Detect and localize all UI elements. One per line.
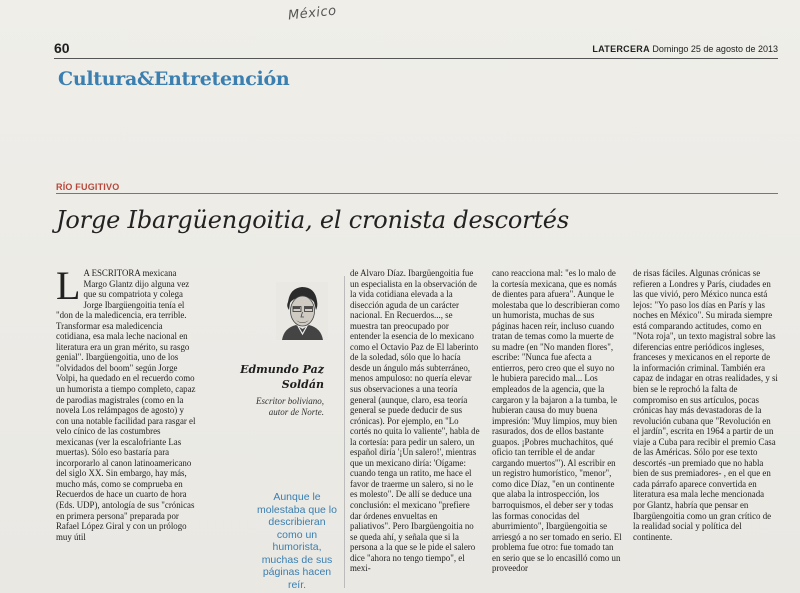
column-3-text: de Alvaro Díaz. Ibargüengoitia fue un especialista en la observación de la vida cotidiana elevada a la disección aguda de un carácter nacional. En Recuerdos..., se muestra tan preocupado por entender la esencia de lo mexicano como el Octavio Paz de El laberinto de la soledad, sólo que lo hacía desde un ángulo más subterráneo, menos ampuloso: no quería elevar sus observaciones a una teoría general (aunque, claro, esa teoría general se puede deducir de sus crónicas). Por ejemplo, en "Lo cortés no quita lo valiente", habla de la cortesía: para pedir un salero, un español diría '¡Un salero!', mientras que un mexicano diría: 'Oígame: cuando tenga un ratito, me hace el favor de traerme un salero, si no le es molesto". De allí se deduce una conclusión: el mexicano "prefiere dar órdenes envueltas en paliativos". Pero Ibargüengoitia no se queda ahí, y señala que si la persona a la que se le pide el salero dice "ahora no tengo tiempo", el mexi- bbox=[350, 268, 480, 574]
column-4-text: cano reacciona mal: "es lo malo de la cortesía mexicana, que es nomás de dientes para afuera". Aunque le molestaba que lo describieran como un humorista, muchas de sus páginas hacen reír, incluso cuando tratan de temas como la muerte de su madre (en "No manden flores", escribe: "Nunca fue afecta a entierros, pero creo que el suyo no le hubiera parecido mal... Los empleados de la agencia, que la cargaron y la bajaron a la tumba, le hubieran causa do muy buena impresión: 'Muy limpios, muy bien rasurados, dos de ellos bastante guapos. ¡Pobres muchachitos, qué oficio tan terrible el de andar cargando muertos'"). Al escribir en un registro humorístico, "menor", como dice Díaz, "en un continente que alaba la introspección, los barroquismos, el deber ser y todas las formas conocidas del aburrimiento", Ibargüengoitia se arriesgó a no ser tomado en serio. El problema fue otro: fue tomado tan en serio que se lo encasilló como un proveedor bbox=[492, 268, 622, 574]
author-desc-line-2: autor de Norte. bbox=[268, 407, 324, 417]
pull-quote: Aunque le molestaba que lo describieran como un humorista, muchas de sus páginas hacen reír. bbox=[257, 491, 337, 591]
headline: Jorge Ibargüengoitia, el cronista descortés bbox=[56, 206, 569, 234]
author-desc-line-1: Escritor boliviano, bbox=[256, 396, 324, 406]
section-title: Cultura&Entretención bbox=[58, 68, 290, 90]
author-description bbox=[216, 396, 324, 418]
article-column-4 bbox=[492, 268, 622, 574]
column-kicker: RÍO FUGITIVO bbox=[56, 182, 120, 192]
kicker-rule bbox=[56, 193, 778, 194]
author-name bbox=[216, 362, 324, 392]
publication-date: Domingo 25 de agosto de 2013 bbox=[652, 44, 778, 54]
masthead bbox=[592, 44, 778, 54]
author-portrait-icon bbox=[276, 282, 328, 340]
author-name-line-1: Edmundo Paz bbox=[240, 363, 324, 376]
header-rule bbox=[54, 58, 778, 59]
column-5-text: de risas fáciles. Algunas crónicas se refieren a Londres y París, ciudades en las que vivió, pero México nunca está lejos: "Yo paso los días en París y las noches en México". Su mirada siempre está comparando actitudes, como en "Nota roja", un texto magistral sobre las diferencias entre periódicos ingleses, franceses y mexicanos en el reporte de la información criminal. También era capaz de indagar en otras realidades, y si bien se le reprochó la falta de compromiso en sus artículos, pocas crónicas hay más devastadoras de la revolución cubana que "Revolución en el jardín", escrita en 1964 a partir de un viaje a Cuba para recibir el premio Casa de las Américas. Sólo por ese texto descortés -un premiado que no habla bien de sus premiadores- , en el que en cada párrafo aparece convertida en literatura esa mala leche mencionada por Glantz, habría que pensar en Ibargüengoitia como un gran crítico de la realidad social y política del continente. bbox=[633, 268, 778, 542]
page-number: 60 bbox=[54, 40, 70, 56]
column-1-text: A ESCRITORA mexicana Margo Glantz dijo alguna vez que su compatriota y colega Jorge Ibargüengoitia tenía el "don de la maledicencia, era terrible. Transformar esa maledicencia cotidiana, esa mala leche nacional en literatura era un gran mérito, su rasgo genial". Ibargüengoitia, uno de los "olvidados del boom" según Jorge Volpi, ha quedado en el recuerdo como un humorista a tiempo completo, capaz de parodias magistrales (como en la novela Los relámpagos de agosto) y con una notable facilidad para rasgar el velo cínico de las costumbres mexicanas (ver la escalofriante Las muertas). Sólo eso bastaría para incorporarlo al canon latinoamericano del siglo XX. Sin embargo, hay más, mucho más, como se comprueba en Recuerdos de hace un cuarto de hora (Eds. UDP), antología de sus "crónicas en primera persona" preparada por Rafael López Giral y con un prólogo muy útil bbox=[56, 268, 196, 542]
article-column-3 bbox=[350, 268, 480, 574]
column-divider bbox=[344, 276, 345, 588]
handwritten-note: México bbox=[287, 3, 338, 24]
article-column-5 bbox=[633, 268, 778, 542]
article-column-1 bbox=[56, 263, 196, 542]
drop-cap: L bbox=[56, 263, 81, 308]
author-name-line-2: Soldán bbox=[281, 378, 324, 391]
publication-name: LATERCERA bbox=[592, 44, 650, 54]
